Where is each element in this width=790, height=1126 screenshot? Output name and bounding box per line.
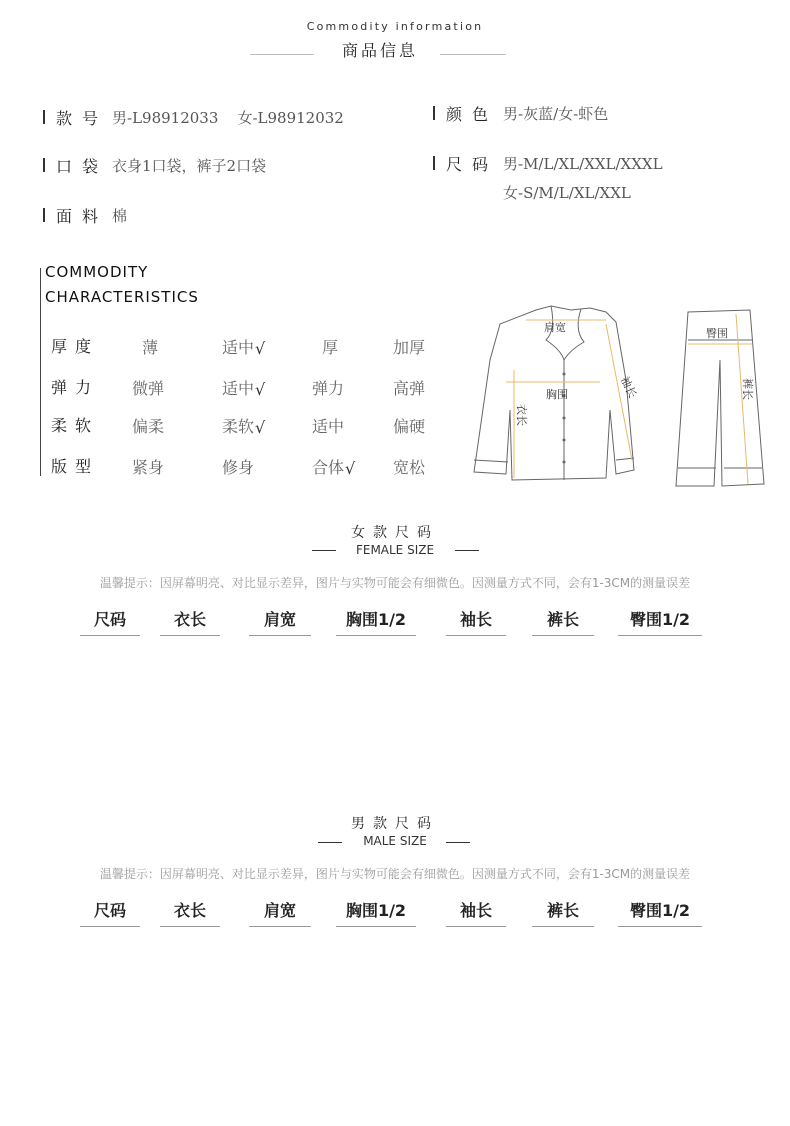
diagram-label-shoulder: 肩宽 [544,321,566,334]
header-title-cn: 商品信息 [341,41,418,60]
size-table-header-underline [532,926,594,927]
characteristic-label: 弹力 [51,378,100,397]
size-table-header-cell: 袖长 [459,610,492,629]
size-table-header-underline [80,635,140,636]
size-table-header-underline [160,926,220,927]
size-table-header-underline [446,926,506,927]
size-table-header-underline [160,635,220,636]
size-table-header-cell: 臀围1/2 [629,610,691,629]
characteristic-option: 加厚 [393,338,426,357]
characteristic-option: 适中 [312,417,345,436]
characteristic-option: 高弹 [393,379,426,398]
fabric-label: 面料 [56,207,109,226]
checkmark-icon: √ [255,418,266,437]
info-bar-icon [43,110,45,124]
size-table-header-underline [336,635,416,636]
color-value: 男-灰蓝/女-虾色 [503,105,609,123]
diagram-label-hip: 臀围 [706,327,728,340]
male-size-tip: 温馨提示：因屏幕明亮、对比显示差异，图片与实物可能会有细微色。因测量方式不同，会有1-3CM的测量误差 [99,867,691,881]
size-table-header-cell: 裤长 [546,901,579,920]
size-label: 尺码 [446,155,499,174]
size-value-female: 女-S/M/L/XL/XXL [503,184,631,202]
header-title-en: Commodity information [306,20,484,33]
size-table-header-underline [618,926,702,927]
pocket-value: 衣身1口袋，裤子2口袋 [112,157,267,175]
size-table-header-underline [618,635,702,636]
diagram-label-sleeve: 袖长 [617,374,639,400]
characteristic-option: 修身 [222,458,255,477]
size-table-header-cell: 胸围1/2 [345,901,407,920]
characteristics-divider [40,268,41,476]
style-no-label: 款号 [56,109,109,128]
male-size-title-en: MALE SIZE [363,834,427,848]
characteristic-option: 微弹 [132,379,165,398]
info-bar-icon [433,106,435,120]
characteristic-option: 柔软 [222,417,255,436]
fabric-value: 棉 [112,207,128,225]
characteristic-option: 适中 [222,379,255,398]
shirt-cuff-left [474,460,508,462]
female-size-tip: 温馨提示：因屏幕明亮、对比显示差异，图片与实物可能会有细微色。因测量方式不同，会有1-3CM的测量误差 [99,576,691,590]
size-table-header-cell: 衣长 [173,901,206,920]
female-size-title-cn: 女款尺码 [351,525,439,541]
characteristic-option: 厚 [322,338,339,357]
size-table-header-underline [249,635,311,636]
characteristic-option: 弹力 [312,379,345,398]
size-table-header-underline [249,926,311,927]
characteristic-option: 薄 [142,338,159,357]
info-bar-icon [43,208,45,222]
garment-size-diagram [466,300,766,496]
diagram-label-chest: 胸围 [546,388,568,401]
size-table-header-underline [532,635,594,636]
characteristic-option: 适中 [222,338,255,357]
size-table-header-cell: 裤长 [546,610,579,629]
diagram-label-pants-length: 裤长 [741,378,754,400]
female-size-title-en: FEMALE SIZE [355,543,435,557]
size-table-header-cell: 衣长 [173,610,206,629]
characteristic-option: 合体 [312,458,345,477]
checkmark-icon: √ [255,339,266,358]
size-table-header-cell: 臀围1/2 [629,901,691,920]
characteristics-title-line1: COMMODITY [45,263,149,281]
characteristic-label: 厚度 [51,337,100,356]
characteristic-option: 紧身 [132,458,165,477]
size-table-header-underline [336,926,416,927]
characteristic-label: 版型 [51,457,100,476]
characteristic-label: 柔软 [51,416,100,435]
checkmark-icon: √ [345,459,356,478]
characteristic-option: 偏柔 [132,417,165,436]
info-bar-icon [433,156,435,170]
characteristic-option: 宽松 [393,458,426,477]
size-table-header-cell: 尺码 [93,901,126,920]
checkmark-icon: √ [255,380,266,399]
size-table-header-underline [80,926,140,927]
size-table-header-cell: 肩宽 [263,610,296,629]
style-no-value: 男-L98912033 女-L98912032 [112,109,344,127]
color-label: 颜色 [446,105,499,124]
characteristics-title-line2: CHARACTERISTICS [45,288,199,306]
size-table-header-underline [446,635,506,636]
info-bar-icon [43,158,45,172]
diagram-label-length: 衣长 [515,404,528,426]
male-size-dash-right [446,842,470,843]
size-value-male: 男-M/L/XL/XXL/XXXL [503,155,663,173]
size-table-header-cell: 尺码 [93,610,126,629]
characteristic-option: 偏硬 [393,417,426,436]
size-table-header-cell: 肩宽 [263,901,296,920]
female-size-dash-right [455,550,479,551]
size-table-header-cell: 胸围1/2 [345,610,407,629]
male-size-title-cn: 男款尺码 [351,816,439,832]
size-table-header-cell: 袖长 [459,901,492,920]
pocket-label: 口袋 [56,157,109,176]
